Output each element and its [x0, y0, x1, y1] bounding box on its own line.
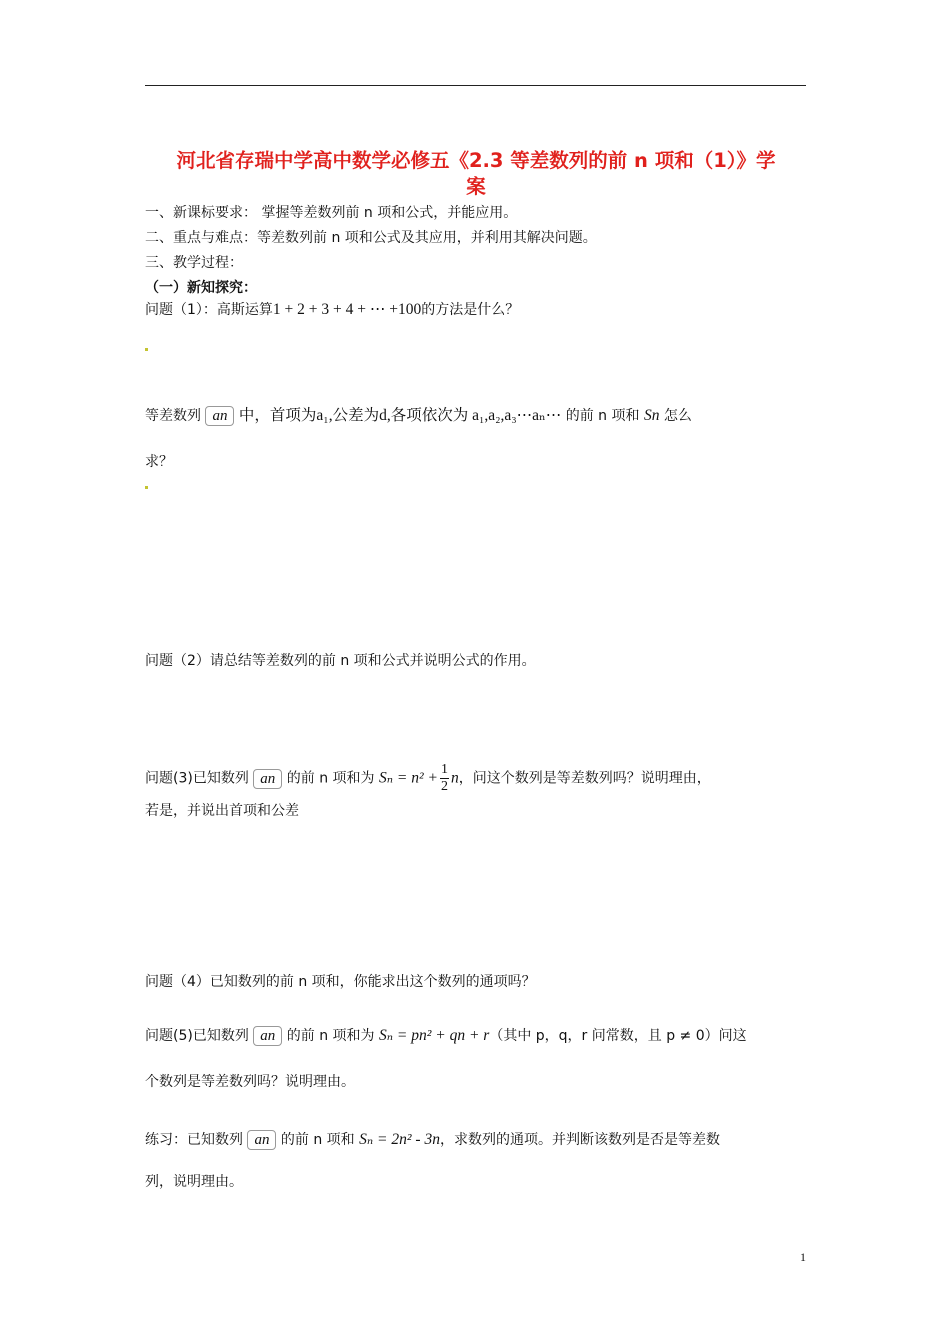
practice-formula: Sₙ = 2n² - 3n	[359, 1131, 440, 1148]
marker-dot	[145, 486, 148, 489]
q5-mid: 的前 n 项和为	[286, 1028, 375, 1044]
question-5	[145, 1026, 747, 1046]
eq-prefix: 等差数列	[145, 408, 201, 424]
q3-suffix: ，问这个数列是等差数列吗？说明理由，	[458, 770, 711, 787]
q3-fraction	[440, 762, 449, 795]
equation-question-line-2: 求？	[145, 454, 173, 470]
sequence-brace: an	[253, 769, 282, 789]
section-1: 一、新课标要求： 掌握等差数列前 n 项和公式，并能应用。	[145, 205, 518, 221]
sequence-brace: an	[205, 406, 234, 426]
q5-formula: Sₙ = pn² + qn + r	[378, 1027, 490, 1044]
eq-mid: 中，首项为a₁,公差为d,各项依次为 a₁,a₂,a₃⋯aₙ⋯	[238, 407, 562, 424]
section-2: 二、重点与难点：等差数列前 n 项和公式及其应用，并利用其解决问题。	[145, 230, 597, 246]
question-3-line-2: 若是，并说出首项和公差	[145, 803, 299, 819]
fraction-numerator: 1	[440, 762, 448, 777]
section-3: 三、教学过程：	[145, 255, 243, 271]
title-line-2: 案	[466, 175, 486, 198]
question-1	[145, 300, 519, 320]
header-rule	[145, 85, 806, 86]
practice	[145, 1130, 720, 1150]
q5-suffix: （其中 p，q，r 问常数，且 p ≠ 0）问这	[489, 1028, 747, 1044]
eq-tail: 怎么	[663, 408, 692, 424]
q3-mid: 的前 n 项和为	[286, 770, 375, 787]
q5-prefix: 问题(5)已知数列	[145, 1028, 249, 1044]
subsection-1: （一）新知探究：	[145, 280, 257, 296]
q3-formula-b: n	[450, 769, 459, 787]
equation-question	[145, 406, 692, 426]
eq-after: 的前 n 项和	[565, 408, 640, 424]
marker-dot	[145, 348, 148, 351]
question-5-line-2: 个数列是等差数列吗？说明理由。	[145, 1074, 355, 1090]
title-line-1: 河北省存瑞中学高中数学必修五《2.3 等差数列的前 n 项和（1）》学	[176, 149, 776, 172]
question-4: 问题（4）已知数列的前 n 项和，你能求出这个数列的通项吗？	[145, 974, 536, 990]
sequence-brace: an	[253, 1026, 282, 1046]
page-number: 1	[800, 1250, 806, 1264]
question-2: 问题（2）请总结等差数列的前 n 项和公式并说明公式的作用。	[145, 653, 536, 669]
eq-sn: Sn	[643, 407, 660, 424]
sequence-brace: an	[247, 1130, 276, 1150]
q1-prefix: 问题（1）：高斯运算	[145, 302, 273, 318]
document-title	[140, 148, 812, 200]
q3-formula-a: Sₙ = n² +	[378, 769, 438, 787]
practice-line-2: 列，说明理由。	[145, 1174, 243, 1190]
q1-suffix: 的方法是什么？	[421, 302, 520, 318]
q1-formula: 1 + 2 + 3 + 4 + ⋯ +100	[272, 301, 422, 318]
q3-prefix: 问题(3)已知数列	[145, 770, 249, 787]
practice-prefix: 练习：已知数列	[145, 1132, 243, 1148]
practice-mid: 的前 n 项和	[280, 1132, 355, 1148]
fraction-denominator: 2	[440, 779, 448, 794]
practice-suffix: ，求数列的通项。并判断该数列是否是等差数	[439, 1132, 720, 1148]
question-3	[145, 762, 711, 795]
